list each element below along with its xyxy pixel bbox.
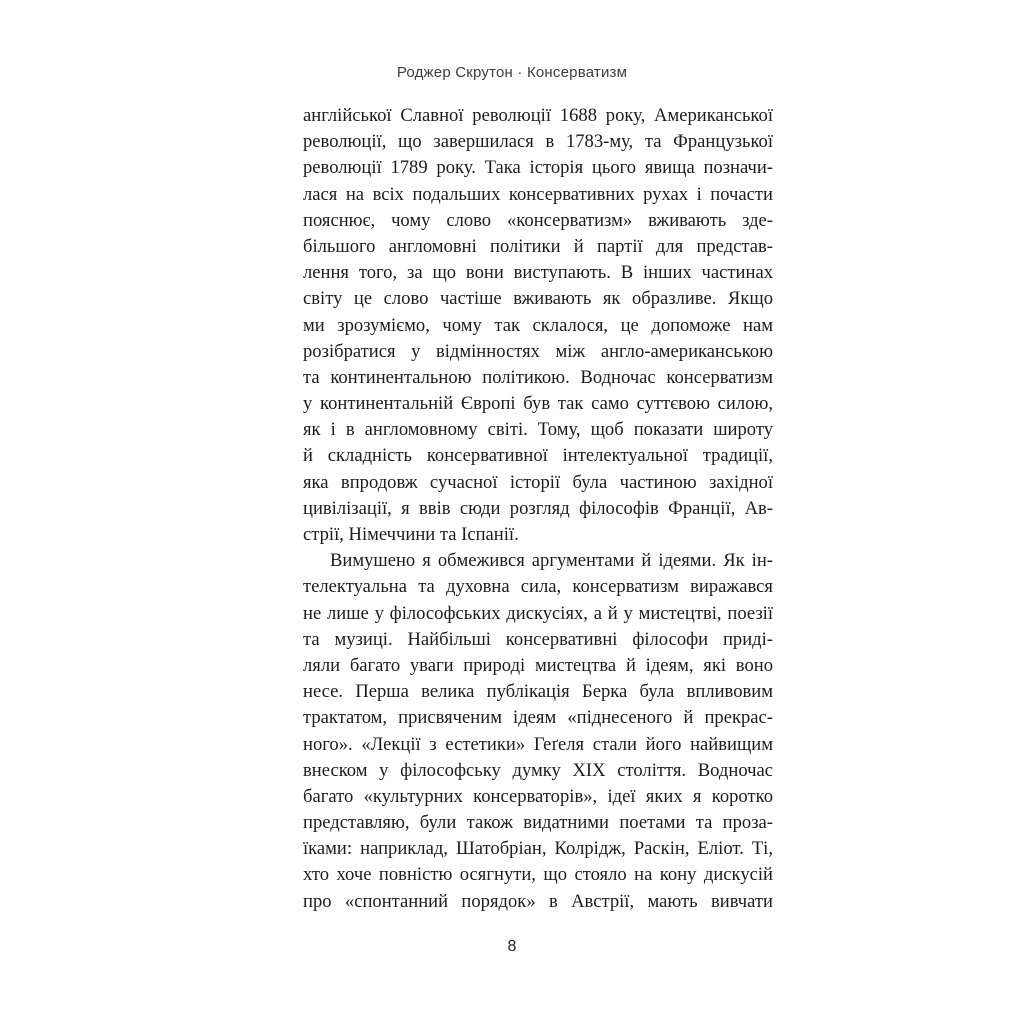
page-number: 8 <box>507 938 517 955</box>
text-line: більшого англомовні політики й партії для представ- <box>303 235 773 257</box>
text-line: лася на всіх подальших консервативних рухах і почасти <box>303 183 773 205</box>
text-line: англійської Славної революції 1688 року, Американської <box>303 105 773 126</box>
text-line: несе. Перша велика публікація Берка була впливовим <box>303 681 773 703</box>
text-line: та музиці. Найбільші консервативні філософи приді- <box>303 628 773 650</box>
text-line: представляю, були також видатними поетами та проза- <box>303 812 773 834</box>
text-line: революції 1789 року. Така історія цього явища позначи- <box>303 157 773 179</box>
text-line: й складність консервативної інтелектуальної традиції, <box>303 445 773 467</box>
text-line: ного». «Лекції з естетики» Геґеля стали його найвищим <box>303 733 773 755</box>
text-line: лення того, за що вони виступають. В інших частинах <box>303 262 773 284</box>
text-line: пояснює, чому слово «консерватизм» вживають зде- <box>303 209 773 231</box>
text-line: революції, що завершилася в 1783-му, та Французької <box>303 131 773 153</box>
text-line: ляли багато уваги природі мистецтва й ідеям, які воно <box>303 654 773 676</box>
text-line: багато «культурних консерваторів», ідеї яких я коротко <box>303 785 773 807</box>
running-header: Роджер Скрутон · Консерватизм <box>396 64 628 81</box>
text-line: розібратися у відмінностях між англо-американською <box>303 340 773 362</box>
text-line: внеском у філософську думку XIX століття. Водночас <box>303 759 773 781</box>
text-line: трактатом, присвяченим ідеям «піднесеного й прекрас- <box>303 707 773 729</box>
text-line: телектуальна та духовна сила, консерватизм виражався <box>303 576 773 598</box>
text-line: яка впродовж сучасної історії була частиною західної <box>303 471 773 493</box>
text-line: про «спонтанний порядок» в Австрії, мають вивчати <box>303 890 773 912</box>
text-line: хто хоче повністю осягнути, що стояло на кону дискусій <box>303 864 773 886</box>
body-text <box>303 103 773 915</box>
text-line: ми зрозуміємо, чому так склалося, це допоможе нам <box>303 314 773 336</box>
text-line: та континентальною політикою. Водночас консерватизм <box>303 366 773 388</box>
text-line: їками: наприклад, Шатобріан, Колрідж, Раскін, Еліот. Ті, <box>303 838 773 860</box>
text-line: як і в англомовному світі. Тому, щоб показати широту <box>303 419 773 441</box>
text-line: світу це слово частіше вживають як образливе. Якщо <box>303 288 773 310</box>
text-line: у континентальній Європі був так само суттєвою силою, <box>303 393 773 415</box>
text-line: Вимушено я обмежився аргументами й ідеями. Як ін- <box>330 550 773 572</box>
text-line: цивілізації, я ввів сюди розгляд філософів Франції, Ав- <box>303 497 773 519</box>
text-line: стрії, Німеччини та Іспанії. <box>303 524 519 545</box>
text-line: не лише у філософських дискусіях, а й у мистецтві, поезії <box>303 602 773 624</box>
